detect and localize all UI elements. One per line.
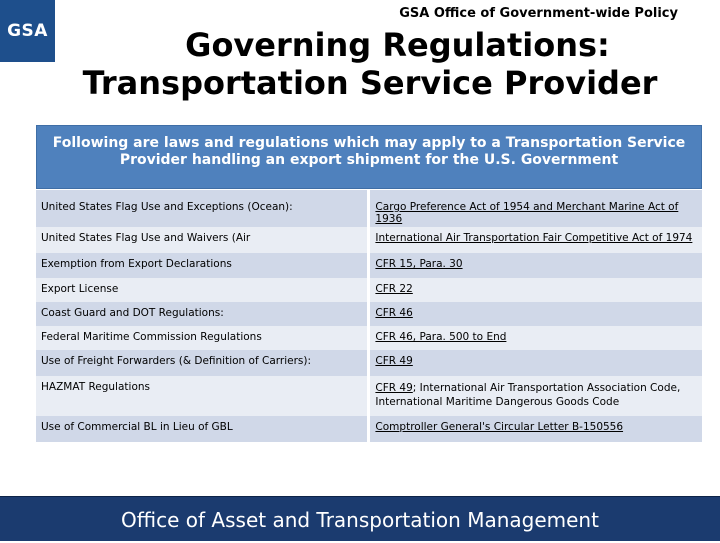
footer-bar — [0, 496, 720, 541]
regulation-topic: Use of Freight Forwarders (& Definition of Carriers): — [36, 350, 369, 376]
regulation-link[interactable]: CFR 46, Para. 500 to End — [375, 331, 507, 343]
page-title-line-2: Transportation Service Provider — [82, 64, 658, 102]
footer-text: Office of Asset and Transportation Management — [121, 508, 599, 532]
regulation-link[interactable]: CFR 46 — [375, 307, 413, 319]
regulation-link[interactable]: CFR 15, Para. 30 — [375, 258, 463, 270]
regulation-link[interactable]: CFR 22 — [375, 283, 413, 295]
table-row — [36, 326, 702, 350]
regulation-link[interactable]: CFR 49 — [375, 382, 413, 394]
regulation-reference — [369, 227, 702, 253]
regulation-reference — [369, 350, 702, 376]
regulation-topic: Federal Maritime Commission Regulations — [36, 326, 369, 350]
regulation-topic: Use of Commercial BL in Lieu of GBL — [36, 416, 369, 442]
table-row — [36, 416, 702, 442]
regulation-reference — [369, 302, 702, 326]
regulation-reference — [369, 416, 702, 442]
regulation-topic: Exemption from Export Declarations — [36, 253, 369, 278]
regulation-link[interactable]: International Air Transportation Fair Competitive Act of 1974 — [375, 232, 693, 244]
regulation-link[interactable]: Cargo Preference Act of 1954 and Merchant Marine Act of 1936 — [375, 201, 679, 225]
table-row — [36, 253, 702, 278]
regulation-topic: Export License — [36, 278, 369, 302]
gsa-logo-text: GSA — [7, 21, 48, 41]
intro-banner-line-1: Following are laws and regulations which may apply to a Transportation Service — [52, 135, 686, 151]
regulation-topic: United States Flag Use and Exceptions (Ocean): — [36, 190, 369, 227]
regulation-reference — [369, 376, 702, 416]
gsa-logo — [0, 0, 55, 62]
regulation-extra-text: ; International Air Transportation Association Code, International Maritime Dangerous Goods Code — [375, 382, 681, 408]
regulation-link[interactable]: Comptroller General's Circular Letter B-150556 — [375, 421, 624, 433]
intro-banner — [36, 125, 702, 189]
page-title — [60, 26, 680, 102]
regulations-table — [36, 190, 702, 442]
table-row — [36, 350, 702, 376]
regulation-topic: United States Flag Use and Waivers (Air — [36, 227, 369, 253]
regulation-link[interactable]: CFR 49 — [375, 355, 413, 367]
table-row — [36, 190, 702, 227]
office-name: GSA Office of Government-wide Policy — [399, 6, 678, 21]
regulation-reference — [369, 190, 702, 227]
regulation-topic: HAZMAT Regulations — [36, 376, 369, 416]
table-row — [36, 278, 702, 302]
regulation-reference — [369, 326, 702, 350]
table-row — [36, 227, 702, 253]
regulation-reference — [369, 278, 702, 302]
table-row — [36, 302, 702, 326]
regulation-reference — [369, 253, 702, 278]
page-title-line-1: Governing Regulations: — [185, 26, 610, 64]
intro-banner-line-2: Provider handling an export shipment for the U.S. Government — [119, 152, 619, 168]
regulation-topic: Coast Guard and DOT Regulations: — [36, 302, 369, 326]
table-row — [36, 376, 702, 416]
